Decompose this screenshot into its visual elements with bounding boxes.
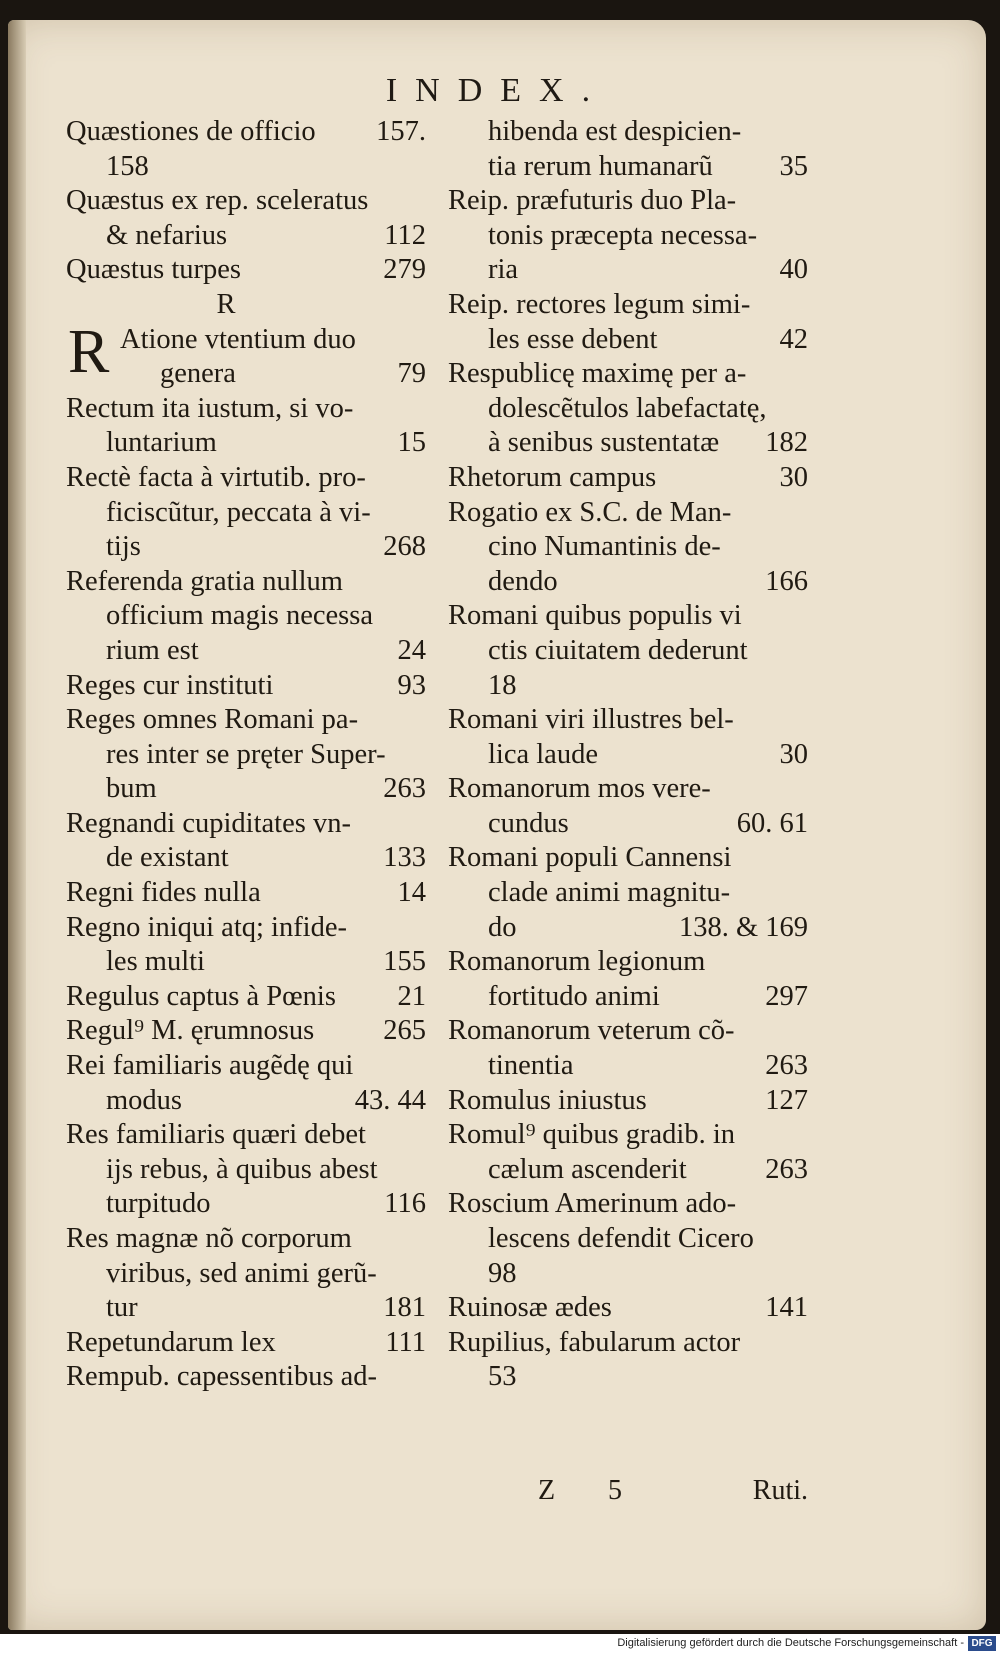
index-entry-line	[66, 945, 426, 980]
entry-text: Reges omnes Romani pa-	[66, 704, 359, 736]
index-entry-line	[66, 253, 426, 288]
index-entry-line	[448, 1118, 808, 1153]
entry-text: Romanorum veterum cõ-	[448, 1015, 735, 1047]
index-entry-line	[66, 841, 426, 876]
entry-text: lescens defendit Cicero	[488, 1223, 754, 1254]
index-entry-line	[448, 1291, 808, 1326]
entry-text: Reip. rectores legum simi-	[448, 288, 751, 320]
entry-page-number: 79	[397, 358, 426, 390]
book-page	[8, 20, 986, 1630]
entry-page-number: 30	[779, 461, 808, 493]
index-entry-line	[448, 841, 808, 876]
entry-text: Respublicę maximę per a-	[448, 358, 747, 390]
entry-page-number: 133	[383, 842, 426, 874]
index-entry-line	[66, 1049, 426, 1084]
entry-text: Reges cur instituti	[66, 669, 274, 701]
index-entry-line	[448, 807, 808, 842]
index-entry-line	[66, 876, 426, 911]
entry-page-number: 43. 44	[354, 1084, 426, 1116]
entry-page-number: 297	[765, 980, 808, 1012]
index-entry-line	[66, 634, 426, 669]
entry-page-number: 265	[383, 1015, 426, 1047]
index-entry-line	[448, 115, 808, 150]
index-entry-line	[448, 530, 808, 565]
entry-text: officium magis necessa	[106, 600, 373, 632]
entry-text: viribus, sed animi gerũ-	[106, 1257, 377, 1289]
entry-text: turpitudo	[106, 1188, 211, 1220]
entry-text: lica laude	[488, 738, 598, 770]
entry-text: res inter se pręter Super-	[106, 738, 386, 770]
index-entry-line	[66, 184, 426, 219]
entry-text: Regul⁹ M. ęrumnosus	[66, 1015, 315, 1047]
index-entry-line	[448, 461, 808, 496]
index-entry-line	[66, 392, 426, 427]
entry-text: genera	[160, 358, 236, 390]
index-entry-line	[66, 1014, 426, 1049]
index-entry-line	[66, 1153, 426, 1188]
entry-text: 18	[488, 669, 517, 701]
entry-text: Regnandi cupiditates vn-	[66, 807, 351, 839]
entry-text: ijs rebus, à quibus abest	[106, 1153, 378, 1185]
entry-text: Regni fides nulla	[66, 877, 261, 909]
entry-text: Rei familiaris augẽdę qui	[66, 1050, 354, 1082]
entry-text: Repetundarum lex	[66, 1326, 276, 1358]
index-entry-line	[66, 599, 426, 634]
entry-page-number: 268	[383, 531, 426, 563]
index-entry-line	[66, 1084, 426, 1119]
entry-page-number: 21	[397, 980, 426, 1012]
entry-text: luntarium	[106, 427, 217, 459]
entry-page-number: 35	[779, 150, 808, 182]
index-entry-line	[448, 1257, 808, 1292]
entry-text: & nefarius	[106, 219, 228, 251]
entry-text: do	[488, 911, 517, 943]
index-entry-line	[448, 980, 808, 1015]
entry-text: Romani viri illustres bel-	[448, 704, 734, 736]
index-entry-line	[448, 876, 808, 911]
entry-text: Rectè facta à virtutib. pro-	[66, 461, 366, 493]
index-entry-line	[448, 288, 808, 323]
entry-text: rium est	[106, 634, 199, 666]
entry-text: Res familiaris quæri debet	[66, 1119, 366, 1151]
entry-page-number: 263	[383, 773, 426, 805]
entry-text: tinentia	[488, 1050, 574, 1082]
entry-text: Quæstus ex rep. sceleratus	[66, 185, 369, 217]
footer-credit: Digitalisierung gefördert durch die Deutsche Forschungsgemeinschaft -	[617, 1637, 964, 1649]
index-entry-line	[448, 738, 808, 773]
index-entry-line	[448, 392, 808, 427]
index-column-left	[66, 115, 426, 1395]
entry-page-number: 166	[765, 565, 808, 597]
entry-text: 98	[488, 1257, 517, 1289]
entry-text: Romani quibus populis vi	[448, 600, 742, 632]
index-entry-line	[448, 945, 808, 980]
index-entry-line	[66, 357, 426, 392]
index-entry-line	[66, 426, 426, 461]
index-entry-line	[66, 807, 426, 842]
entry-text: bum	[106, 773, 157, 805]
entry-page-number: 14	[397, 877, 426, 909]
entry-text: Referenda gratia nullum	[66, 565, 343, 597]
index-entry-line	[66, 565, 426, 600]
signature-letter: Z	[538, 1475, 556, 1506]
entry-text: tonis præcepta necessa-	[488, 219, 758, 251]
index-entry-line	[448, 323, 808, 358]
entry-text: Romanorum mos vere-	[448, 773, 711, 805]
index-entry-line	[66, 703, 426, 738]
entry-text: 158	[106, 150, 149, 182]
index-entry-line	[66, 738, 426, 773]
index-entry-line	[448, 1360, 808, 1395]
entry-text: Rhetorum campus	[448, 461, 657, 493]
entry-text: Romulus iniustus	[448, 1084, 647, 1116]
drop-capital: R	[68, 317, 110, 386]
entry-text: Rectum ita iustum, si vo-	[66, 392, 354, 424]
entry-page-number: 24	[397, 634, 426, 666]
index-entry-line	[66, 669, 426, 704]
entry-text: Romani populi Cannensi	[448, 842, 732, 874]
entry-text: Quæstus turpes	[66, 254, 241, 286]
entry-page-number: 112	[384, 219, 426, 251]
entry-text: Romul⁹ quibus gradib. in	[448, 1119, 736, 1151]
entry-page-number: 279	[383, 254, 426, 286]
index-entry-line	[66, 911, 426, 946]
entry-text: Roscium Amerinum ado-	[448, 1188, 737, 1220]
entry-text: dolescẽtulos labefactatę,	[488, 392, 767, 424]
entry-text: ficiscũtur, peccata à vi-	[106, 496, 371, 528]
entry-page-number: 155	[383, 946, 426, 978]
index-column-right	[448, 115, 808, 1395]
entry-page-number: 116	[384, 1188, 426, 1220]
entry-text: cino Numantinis de-	[488, 531, 721, 563]
signature-number: 5	[608, 1475, 622, 1506]
index-entry-line	[66, 461, 426, 496]
entry-page-number: 141	[765, 1292, 808, 1324]
index-entry-line	[448, 911, 808, 946]
entry-text: 53	[488, 1361, 517, 1393]
index-entry-line	[448, 1049, 808, 1084]
entry-text: ria	[488, 254, 519, 286]
entry-text: tur	[106, 1292, 138, 1324]
index-entry-line	[66, 980, 426, 1015]
entry-page-number: 30	[779, 738, 808, 770]
index-entry-line	[66, 1360, 426, 1395]
entry-page-number: 42	[779, 323, 808, 355]
index-entry-line	[448, 150, 808, 185]
entry-page-number: 60. 61	[736, 807, 808, 839]
index-entry-line	[66, 1291, 426, 1326]
index-entry-line	[66, 1257, 426, 1292]
entry-page-number: 181	[383, 1292, 426, 1324]
entry-text: Res magnæ nõ corporum	[66, 1223, 352, 1254]
index-entry-line	[66, 1118, 426, 1153]
index-entry-line	[448, 772, 808, 807]
index-entry-line	[448, 253, 808, 288]
entry-text: ctis ciuitatem dederunt	[488, 634, 748, 666]
entry-text: Atione vtentium duo	[120, 323, 356, 355]
entry-text: les multi	[106, 946, 205, 978]
running-head: INDEX.	[385, 72, 609, 109]
entry-text: Romanorum legionum	[448, 946, 706, 978]
entry-text: cundus	[488, 807, 569, 839]
index-entry-line	[448, 1084, 808, 1119]
entry-text: tia rerum humanarũ	[488, 150, 713, 182]
entry-text: Rupilius, fabularum actor	[448, 1326, 741, 1358]
entry-page-number: 157.	[376, 116, 426, 147]
entry-text: clade animi magnitu-	[488, 877, 731, 909]
entry-text: à senibus sustentatæ	[488, 427, 720, 459]
entry-text: fortitudo animi	[488, 980, 660, 1012]
index-entry-line	[66, 1326, 426, 1361]
index-entry-line	[66, 772, 426, 807]
footer-bar	[0, 1634, 1000, 1655]
index-entry-line	[66, 115, 426, 150]
entry-text: Ruinosæ ædes	[448, 1292, 612, 1324]
index-entry-line	[448, 1222, 808, 1257]
index-entry-line	[448, 669, 808, 704]
entry-text: Regulus captus à Pœnis	[66, 980, 336, 1012]
catchword: Ruti.	[752, 1475, 808, 1506]
index-entry-line	[66, 530, 426, 565]
entry-text: Reip. præfuturis duo Pla-	[448, 185, 737, 217]
entry-page-number: 138. & 169	[678, 911, 808, 943]
entry-text: R	[216, 288, 236, 320]
entry-text: Rempub. capessentibus ad-	[66, 1361, 378, 1393]
index-entry-line	[448, 1326, 808, 1361]
entry-page-number: 263	[765, 1050, 808, 1082]
index-entry-line	[448, 357, 808, 392]
entry-page-number: 263	[765, 1153, 808, 1185]
entry-page-number: 40	[779, 254, 808, 286]
index-entry-line	[66, 496, 426, 531]
index-entry-line	[448, 426, 808, 461]
entry-text: modus	[106, 1084, 183, 1116]
index-entry-line	[448, 599, 808, 634]
entry-page-number: 15	[397, 427, 426, 459]
index-entry-line	[66, 288, 426, 323]
signature-line	[448, 1475, 808, 1515]
entry-text: les esse debent	[488, 323, 658, 355]
entry-text: hibenda est despicien-	[488, 116, 742, 147]
index-entry-line	[448, 1014, 808, 1049]
entry-page-number: 127	[765, 1084, 808, 1116]
index-entry-line	[448, 184, 808, 219]
entry-text: dendo	[488, 565, 558, 597]
entry-text: Rogatio ex S.C. de Man-	[448, 496, 732, 528]
entry-text: cælum ascenderit	[488, 1153, 687, 1185]
page-spine	[8, 20, 26, 1630]
entry-text: de existant	[106, 842, 229, 874]
index-entry-line	[448, 219, 808, 254]
index-entry-line	[448, 703, 808, 738]
entry-page-number: 93	[397, 669, 426, 701]
index-entry-line	[66, 1187, 426, 1222]
entry-text: Quæstiones de officio	[66, 116, 316, 147]
index-entry-line	[448, 1153, 808, 1188]
index-entry-line	[66, 150, 426, 185]
entry-page-number: 111	[385, 1326, 426, 1358]
index-entry-line	[448, 565, 808, 600]
entry-text: tijs	[106, 531, 141, 563]
index-entry-line	[448, 1187, 808, 1222]
index-entry-line	[66, 1222, 426, 1257]
entry-text: Regno iniqui atq; infide-	[66, 911, 347, 943]
index-entry-line	[448, 496, 808, 531]
entry-page-number: 182	[765, 427, 808, 459]
index-entry-line	[448, 634, 808, 669]
index-entry-line	[66, 219, 426, 254]
dfg-logo-icon: DFG	[968, 1636, 996, 1651]
